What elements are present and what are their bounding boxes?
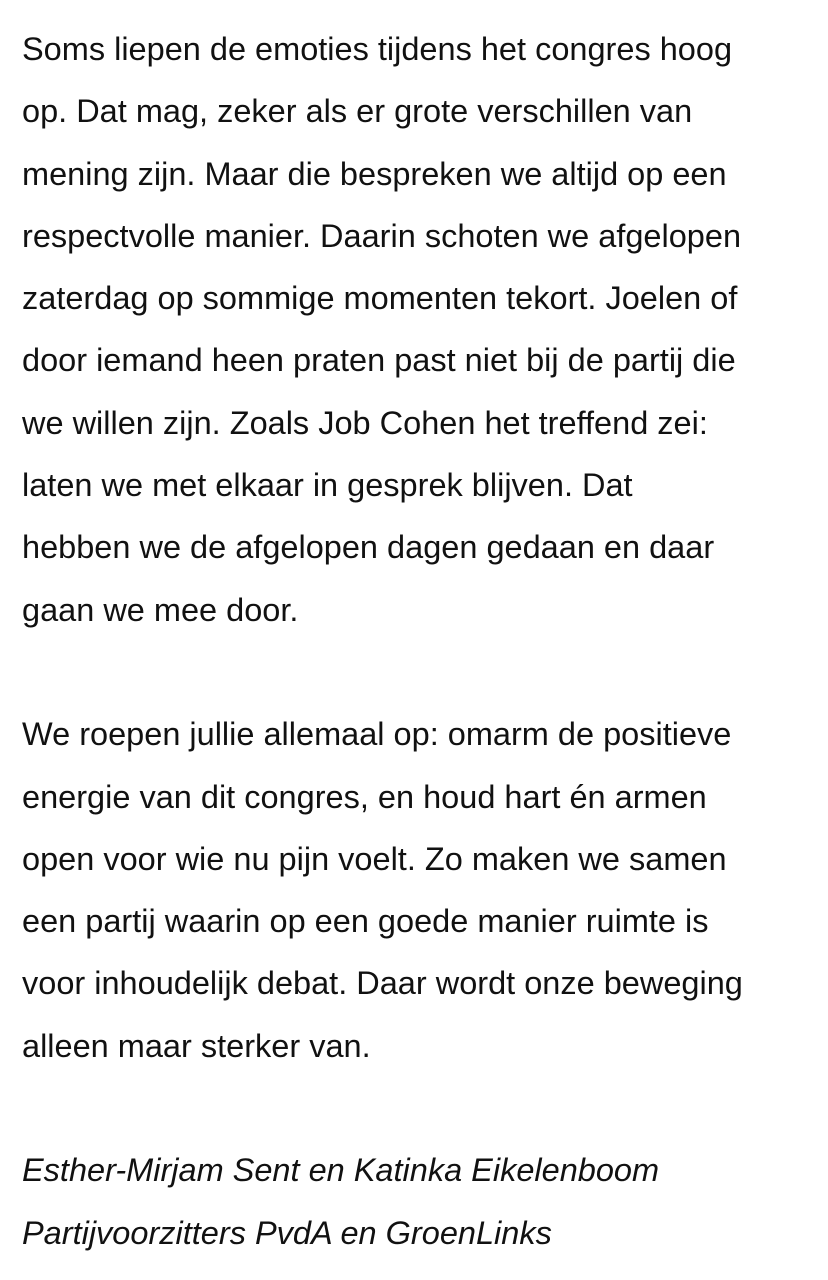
signature-block <box>22 1139 822 1264</box>
paragraph-line: zaterdag op sommige momenten tekort. Joelen of <box>22 280 738 317</box>
paragraph-line: we willen zijn. Zoals Job Cohen het treffend zei: <box>22 404 708 441</box>
paragraph-spacer <box>22 641 822 703</box>
paragraph-line: open voor wie nu pijn voelt. Zo maken we samen <box>22 840 727 877</box>
signature-names: Esther-Mirjam Sent en Katinka Eikelenboom <box>22 1152 660 1189</box>
paragraph-line: een partij waarin op een goede manier ruimte is <box>22 903 709 940</box>
document-body <box>22 18 822 1264</box>
paragraph-line: hebben we de afgelopen dagen gedaan en daar <box>22 529 715 566</box>
paragraph-line: laten we met elkaar in gesprek blijven. Dat <box>22 467 633 504</box>
paragraph-line: respectvolle manier. Daarin schoten we afgelopen <box>22 217 742 254</box>
paragraph-line: alleen maar sterker van. <box>22 1027 371 1064</box>
paragraph-2 <box>22 703 822 1077</box>
paragraph-line: op. Dat mag, zeker als er grote verschillen van <box>22 93 693 130</box>
paragraph-line: voor inhoudelijk debat. Daar wordt onze beweging <box>22 965 743 1002</box>
paragraph-line: We roepen jullie allemaal op: omarm de positieve <box>22 716 732 753</box>
paragraph-line: mening zijn. Maar die bespreken we altijd op een <box>22 155 727 192</box>
signature-spacer <box>22 1077 822 1139</box>
paragraph-line: door iemand heen praten past niet bij de partij die <box>22 342 736 379</box>
paragraph-line: energie van dit congres, en houd hart én armen <box>22 778 707 815</box>
signature-role: Partijvoorzitters PvdA en GroenLinks <box>22 1214 552 1251</box>
paragraph-line: gaan we mee door. <box>22 591 299 628</box>
paragraph-line: Soms liepen de emoties tijdens het congres hoog <box>22 31 733 67</box>
paragraph-1 <box>22 18 822 641</box>
